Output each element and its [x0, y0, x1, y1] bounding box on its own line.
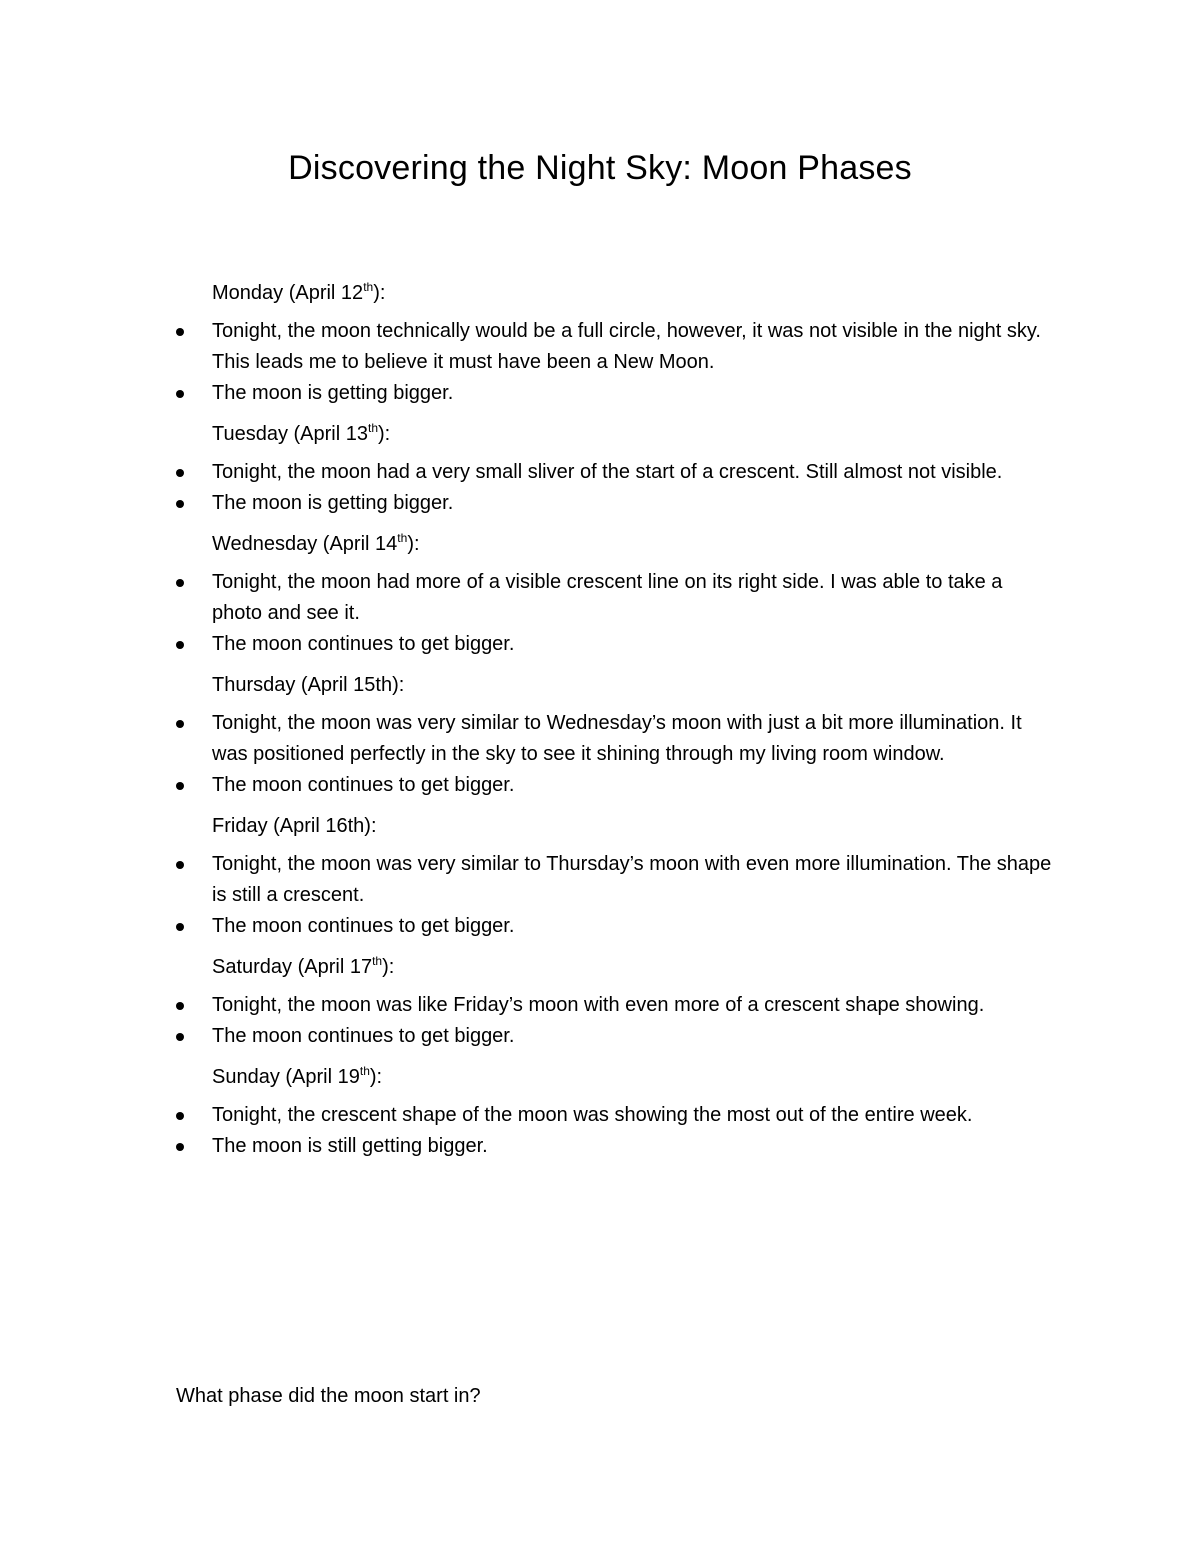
day-heading-ordinal: th — [397, 531, 408, 545]
bullet-icon — [176, 579, 184, 587]
day-entry-sunday — [176, 1064, 1056, 1162]
list-item-text: Tonight, the moon technically would be a full circle, however, it was not visible in the night sky. This leads me to believe it must have been a New Moon. — [212, 320, 1041, 373]
list-item — [176, 1131, 1056, 1162]
list-item-text: Tonight, the moon was very similar to Wednesday’s moon with just a bit more illumination. It was positioned perfectly in the sky to see it shining through my living room window. — [212, 712, 1022, 765]
day-entry-tuesday — [176, 421, 1056, 519]
list-item-text: The moon is still getting bigger. — [212, 1135, 488, 1157]
day-heading — [212, 531, 1056, 557]
bullet-icon — [176, 923, 184, 931]
day-heading-label: Tuesday (April 13 — [212, 423, 368, 445]
day-heading-label: Sunday (April 19 — [212, 1066, 360, 1088]
list-item — [176, 708, 1056, 770]
bullet-icon — [176, 861, 184, 869]
bullet-icon — [176, 390, 184, 398]
day-heading-ordinal: th — [372, 954, 383, 968]
bullet-list — [176, 567, 1056, 660]
list-item-text: Tonight, the crescent shape of the moon was showing the most out of the entire week. — [212, 1104, 973, 1126]
list-item — [176, 849, 1056, 911]
day-heading-suffix: ): — [392, 674, 405, 696]
bullet-icon — [176, 328, 184, 336]
bullet-list — [176, 316, 1056, 409]
list-item — [176, 457, 1056, 488]
document-title: Discovering the Night Sky: Moon Phases — [288, 149, 912, 187]
list-item-text: The moon is getting bigger. — [212, 382, 454, 404]
day-entry-wednesday — [176, 531, 1056, 660]
day-heading-suffix: ): — [382, 956, 395, 978]
question-text: What phase did the moon start in? — [176, 1385, 481, 1407]
list-item — [176, 1100, 1056, 1131]
bullet-icon — [176, 720, 184, 728]
day-entry-saturday — [176, 954, 1056, 1052]
bullet-icon — [176, 641, 184, 649]
day-heading-ordinal: th — [363, 280, 374, 294]
list-item-text: The moon continues to get bigger. — [212, 1025, 515, 1047]
list-item-text: Tonight, the moon had a very small sliver of the start of a crescent. Still almost not visible. — [212, 461, 1003, 483]
list-item — [176, 990, 1056, 1021]
day-heading-suffix: ): — [369, 1066, 383, 1088]
day-heading-label: Wednesday (April 14 — [212, 533, 398, 555]
day-heading-label: Thursday (April 15th — [212, 674, 393, 696]
day-heading — [212, 954, 1056, 980]
day-heading — [212, 813, 1056, 839]
bullet-icon — [176, 1112, 184, 1120]
bullet-icon — [176, 1143, 184, 1151]
day-entry-thursday — [176, 672, 1056, 801]
day-heading-suffix: ): — [373, 282, 386, 304]
list-item — [176, 911, 1056, 942]
day-heading-ordinal: th — [368, 421, 379, 435]
bullet-list — [176, 849, 1056, 942]
day-heading-suffix: ): — [378, 423, 391, 445]
day-entry-monday — [176, 280, 1056, 409]
list-item — [176, 770, 1056, 801]
bullet-list — [176, 1100, 1056, 1162]
day-heading-ordinal: th — [359, 1064, 370, 1078]
list-item — [176, 316, 1056, 378]
list-item — [176, 378, 1056, 409]
bullet-icon — [176, 469, 184, 477]
list-item-text: The moon continues to get bigger. — [212, 774, 515, 796]
list-item-text: Tonight, the moon was like Friday’s moon with even more of a crescent shape showing. — [212, 994, 985, 1016]
list-item-text: The moon continues to get bigger. — [212, 915, 515, 937]
day-entry-friday — [176, 813, 1056, 942]
bullet-list — [176, 708, 1056, 801]
day-heading — [212, 1064, 1056, 1090]
day-heading — [212, 280, 1056, 306]
bullet-icon — [176, 782, 184, 790]
bullet-icon — [176, 1002, 184, 1010]
day-heading — [212, 672, 1056, 698]
journal-entries — [176, 280, 1056, 1174]
day-heading-suffix: ): — [364, 815, 377, 837]
day-heading-label: Friday (April 16th — [212, 815, 365, 837]
list-item-text: Tonight, the moon had more of a visible crescent line on its right side. I was able to take a photo and see it. — [212, 571, 1003, 624]
bullet-list — [176, 457, 1056, 519]
day-heading-suffix: ): — [407, 533, 420, 555]
bullet-list — [176, 990, 1056, 1052]
list-item-text: The moon is getting bigger. — [212, 492, 454, 514]
list-item — [176, 629, 1056, 660]
list-item — [176, 488, 1056, 519]
day-heading-label: Saturday (April 17 — [212, 956, 373, 978]
list-item — [176, 1021, 1056, 1052]
day-heading-label: Monday (April 12 — [212, 282, 364, 304]
list-item — [176, 567, 1056, 629]
list-item-text: Tonight, the moon was very similar to Thursday’s moon with even more illumination. The shape is still a crescent. — [212, 853, 1052, 906]
bullet-icon — [176, 500, 184, 508]
day-heading — [212, 421, 1056, 447]
bullet-icon — [176, 1033, 184, 1041]
list-item-text: The moon continues to get bigger. — [212, 633, 515, 655]
